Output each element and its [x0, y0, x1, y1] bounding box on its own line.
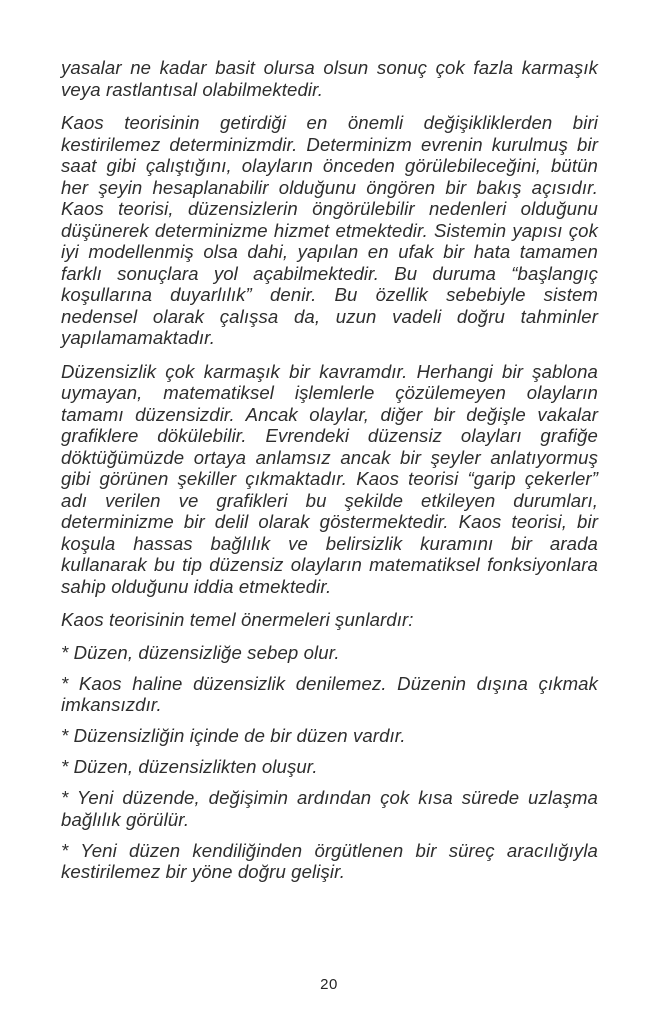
- page-content: [61, 57, 598, 892]
- list-item: * Yeni düzende, değişimin ardından çok kısa sürede uzlaşma bağlılık görülür.: [61, 787, 598, 830]
- list-item: * Düzen, düzensizlikten oluşur.: [61, 756, 318, 777]
- list-item: * Yeni düzen kendiliğinden örgütlenen bir süreç aracılığıyla kestirilemez bir yöne doğru gelişir.: [61, 839, 598, 882]
- page-number: 20: [320, 976, 338, 993]
- page-footer: [0, 976, 658, 994]
- list-item: * Düzen, düzensizliğe sebep olur.: [61, 641, 340, 663]
- paragraph: Kaos teorisinin getirdiği en önemli değişikliklerden biri kestirilemez determinizmdir. Determinizm evrenin kurulmuş bir saat gibi çalıştığını, olayların önceden görülebileceğini, bütün her şeyin hesaplanabilir olduğunu öngören bir bakış açısıdır. Kaos teorisi, düzensizlerin öngörülebilir nedenleri olduğunu düşünerek determinizme hizmet etmektedir. Sistemin yapısı çok iyi modellenmiş olsa dahi, yapılan en ufak bir hata tamamen farklı sonuçlara yol açabilmektedir. Bu duruma “başlangıç koşullarına duyarlılık” denir. Bu özellik sebebiyle sistem nedensel olarak çalışsa da, uzun vadeli doğru tahminler yapılamamaktadır.: [61, 112, 598, 348]
- list-intro: Kaos teorisinin temel önermeleri şunlardır:: [61, 609, 414, 630]
- list-item: * Düzensizliğin içinde de bir düzen vardır.: [61, 725, 406, 746]
- paragraph: yasalar ne kadar basit olursa olsun sonuç çok fazla karmaşık veya rastlantısal olabilmektedir.: [61, 57, 598, 100]
- list-item: * Kaos haline düzensizlik denilemez. Düzenin dışına çıkmak imkansızdır.: [61, 672, 598, 715]
- paragraph: Düzensizlik çok karmaşık bir kavramdır. Herhangi bir şablona uymayan, matematiksel işlemlerle çözülemeyen olayların tamamı düzensizdir. Ancak olaylar, diğer bir değişle vakalar grafiklere dökülebilir. Evrendeki düzensiz olayları grafiğe döktüğümüzde ortaya anlamsız ancak bir şeyler anlatıyormuş gibi görünen şekiller çıkmaktadır. Kaos teorisi “garip çekerler” adı verilen ve grafikleri bu şekilde etkileyen durumları, determinizme bir delil olarak göstermektedir. Kaos teorisi, bir koşula hassas bağlılık ve belirsizlik kuramını bir arada kullanarak bu tip düzensiz olayların matematiksel fonksiyonlara sahip olduğunu iddia etmektedir.: [61, 360, 598, 597]
